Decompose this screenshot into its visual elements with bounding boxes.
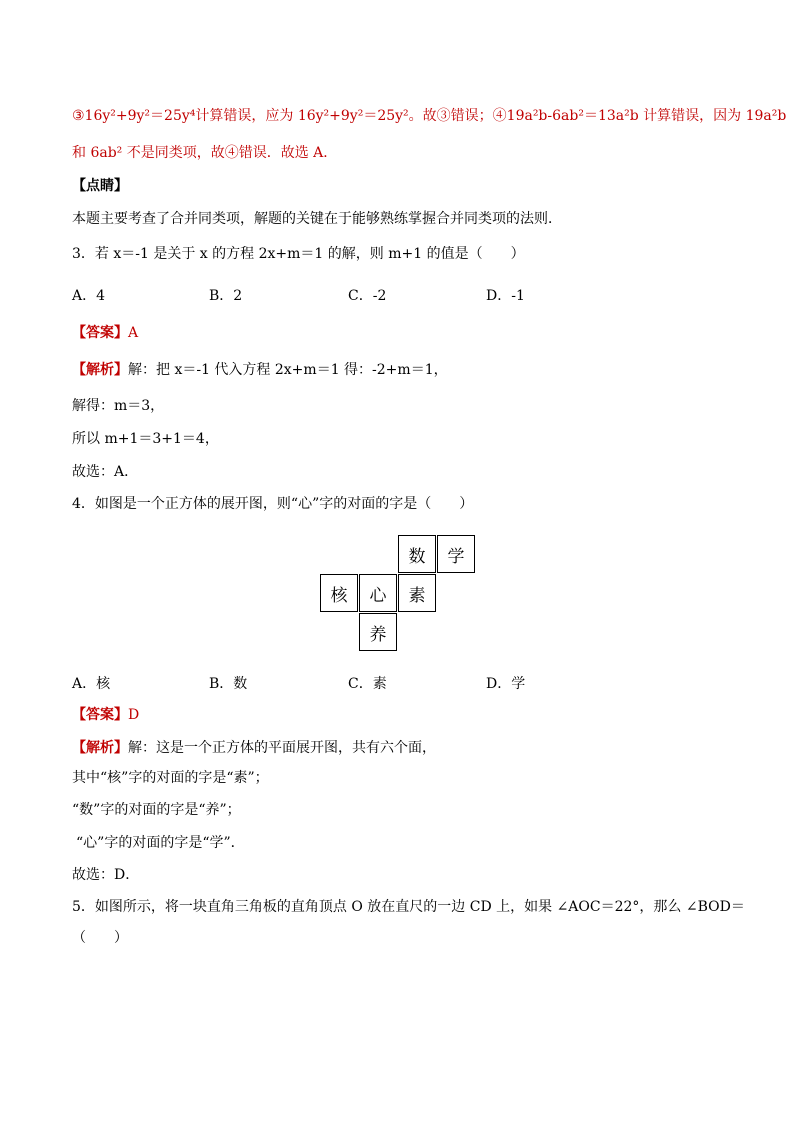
q3-answer-value: A: [128, 325, 139, 341]
q4-analysis-line-5: 故选：D．: [72, 867, 140, 883]
dianjing-heading: 【点睛】: [72, 178, 128, 194]
q4-option-d: D．学: [486, 676, 526, 692]
q4-analysis-line-4: “心”字的对面的字是“学”．: [76, 835, 245, 851]
q4-answer-tag: 【答案】: [72, 707, 128, 723]
dianjing-text: 本题主要考查了合并同类项，解题的关键在于能够熟练掌握合并同类项的法则．: [72, 211, 562, 227]
q5-stem-continuation: （ ）: [72, 930, 128, 946]
net-cell-xin: 心: [359, 574, 397, 612]
solution-continuation-line-1: ③16y²+9y²＝25y⁴计算错误，应为 16y²+9y²＝25y²。故③错误；④19a²b-6ab²＝13a²b 计算错误，因为 19a²b: [72, 108, 787, 124]
q3-analysis-line-1: [72, 360, 448, 380]
q5-stem: 5．如图所示，将一块直角三角板的直角顶点 O 放在直尺的一边 CD 上，如果 ∠AOC＝22°，那么 ∠BOD＝: [72, 899, 745, 915]
q3-option-b: B．2: [209, 288, 243, 304]
q4-analysis-tag: 【解析】: [72, 740, 128, 756]
q4-option-a: A．核: [72, 676, 111, 692]
q3-analysis-tag: 【解析】: [72, 362, 128, 378]
q3-option-c: C．-2: [348, 288, 387, 304]
q3-answer-line: [72, 323, 138, 343]
net-cell-yang: 养: [359, 613, 397, 651]
net-cell-xue: 学: [437, 535, 475, 573]
solution-continuation-line-2: 和 6ab² 不是同类项，故④错误．故选 A．: [72, 145, 338, 161]
net-cell-su: 素: [398, 574, 436, 612]
net-cell-shu: 数: [398, 535, 436, 573]
q4-analysis-line-2: 其中“核”字的对面的字是“素”；: [72, 770, 269, 786]
q3-analysis-line-2: 解得：m＝3，: [72, 398, 165, 414]
q4-analysis-line-3: “数”字的对面的字是“养”；: [72, 802, 241, 818]
q3-answer-tag: 【答案】: [72, 325, 128, 341]
q4-analysis-line-1: [72, 738, 436, 758]
q4-option-c: C．素: [348, 676, 387, 692]
q4-answer-line: [72, 705, 139, 725]
q4-answer-value: D: [128, 707, 140, 723]
q4-analysis-text-1: 解：这是一个正方体的平面展开图，共有六个面，: [128, 740, 436, 756]
q3-analysis-text-1: 解：把 x＝-1 代入方程 2x+m＝1 得：-2+m＝1，: [128, 362, 448, 378]
q3-analysis-line-3: 所以 m+1＝3+1＝4，: [72, 431, 219, 447]
q3-analysis-line-4: 故选：A．: [72, 464, 139, 480]
q3-option-a: A．4: [72, 288, 106, 304]
net-cell-he: 核: [320, 574, 358, 612]
q4-stem: 4．如图是一个正方体的展开图，则“心”字的对面的字是（ ）: [72, 496, 474, 512]
q3-option-d: D．-1: [486, 288, 525, 304]
q3-stem: 3．若 x＝-1 是关于 x 的方程 2x+m＝1 的解，则 m+1 的值是（ ）: [72, 246, 525, 262]
q4-option-b: B．数: [209, 676, 248, 692]
